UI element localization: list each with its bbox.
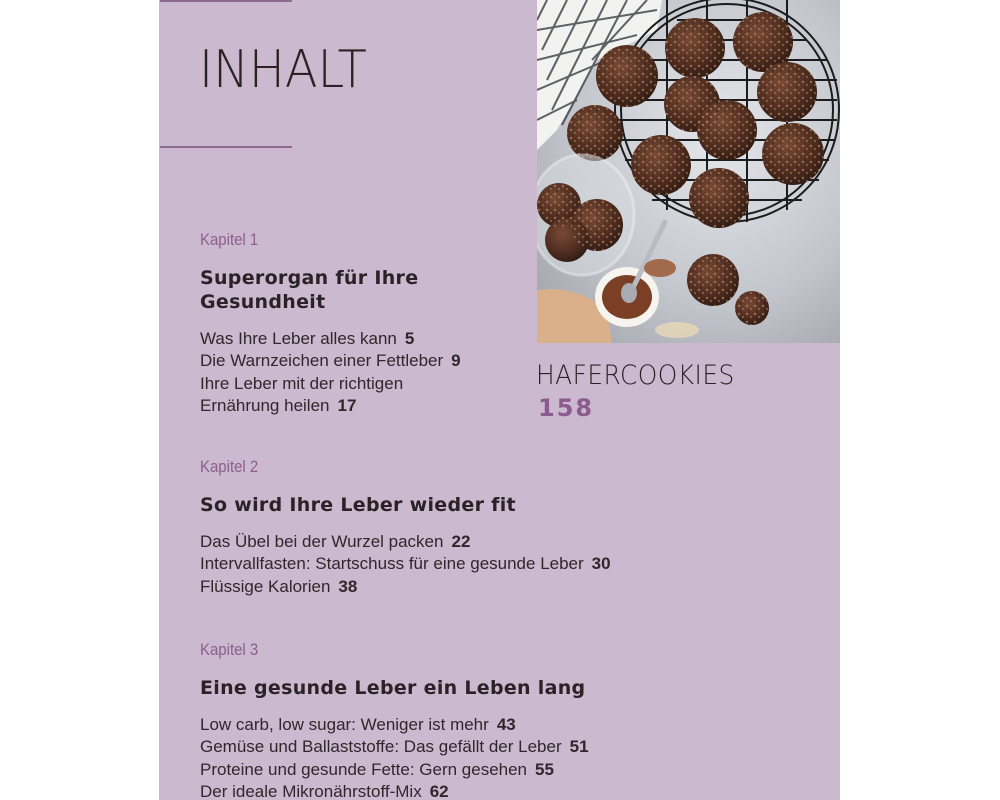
oat-flakes <box>655 322 699 338</box>
feature-page-number: 158 <box>538 394 595 422</box>
entry-text: Gemüse und Ballaststoffe: Das gefällt der Leber <box>200 737 562 757</box>
entry-text: Ihre Leber mit der richtigen <box>200 373 404 393</box>
chapter-title: Eine gesunde Leber ein Leben lang <box>200 677 586 699</box>
chapter-entries <box>200 714 660 800</box>
toc-entry[interactable] <box>200 736 660 758</box>
chapter-label: Kapitel 2 <box>200 457 259 476</box>
toc-entry[interactable] <box>200 553 660 575</box>
toc-entry[interactable] <box>200 576 660 598</box>
feature-recipe-label: HAFERCOOKIES <box>536 360 735 391</box>
entry-page-number: 9 <box>451 351 461 371</box>
chapter-title: So wird Ihre Leber wieder fit <box>200 494 516 516</box>
entry-text: Intervallfasten: Startschuss für eine gesunde Leber <box>200 554 584 574</box>
chapter-title: Superorgan für Ihre Gesundheit <box>200 267 419 313</box>
entry-page-number: 62 <box>429 781 449 800</box>
entry-text: Low carb, low sugar: Weniger ist mehr <box>200 715 489 734</box>
entry-page-number: 55 <box>535 759 554 779</box>
toc-page <box>159 0 840 800</box>
entry-page-number: 43 <box>496 715 516 734</box>
entry-page-number: 38 <box>338 576 358 596</box>
entry-page-number: 51 <box>569 737 589 757</box>
page-title: INHALT <box>199 40 367 100</box>
glass-jar <box>537 155 634 275</box>
entry-text: Proteine und gesunde Fette: Gern gesehen <box>200 759 528 779</box>
cocoa-spill <box>644 259 676 277</box>
chapter-entries <box>200 531 660 598</box>
entry-page-number: 22 <box>451 532 471 551</box>
chapter-2 <box>200 457 660 598</box>
title-rule <box>160 146 292 148</box>
cookies-illustration <box>537 0 840 343</box>
entry-text: Ernährung heilen <box>200 395 330 415</box>
entry-page-number: 30 <box>591 554 611 574</box>
entry-page-number: 17 <box>337 395 357 415</box>
chapter-3 <box>200 640 660 800</box>
toc-entry[interactable] <box>200 714 660 736</box>
entry-text: Was Ihre Leber alles kann <box>200 329 397 348</box>
entry-text: Der ideale Mikronährstoff-Mix <box>200 781 422 800</box>
toc-entry[interactable] <box>200 781 660 800</box>
cookies-photo <box>537 0 840 343</box>
entry-text: Die Warnzeichen einer Fettleber <box>200 351 444 371</box>
toc-entry[interactable] <box>200 759 660 781</box>
toc-entry[interactable] <box>200 531 660 553</box>
entry-page-number: 5 <box>404 329 415 348</box>
entry-text: Das Übel bei der Wurzel packen <box>200 532 444 551</box>
chapter-label: Kapitel 1 <box>200 230 259 249</box>
top-rule <box>160 0 292 2</box>
chapter-label: Kapitel 3 <box>200 640 259 659</box>
entry-text: Flüssige Kalorien <box>200 576 331 596</box>
